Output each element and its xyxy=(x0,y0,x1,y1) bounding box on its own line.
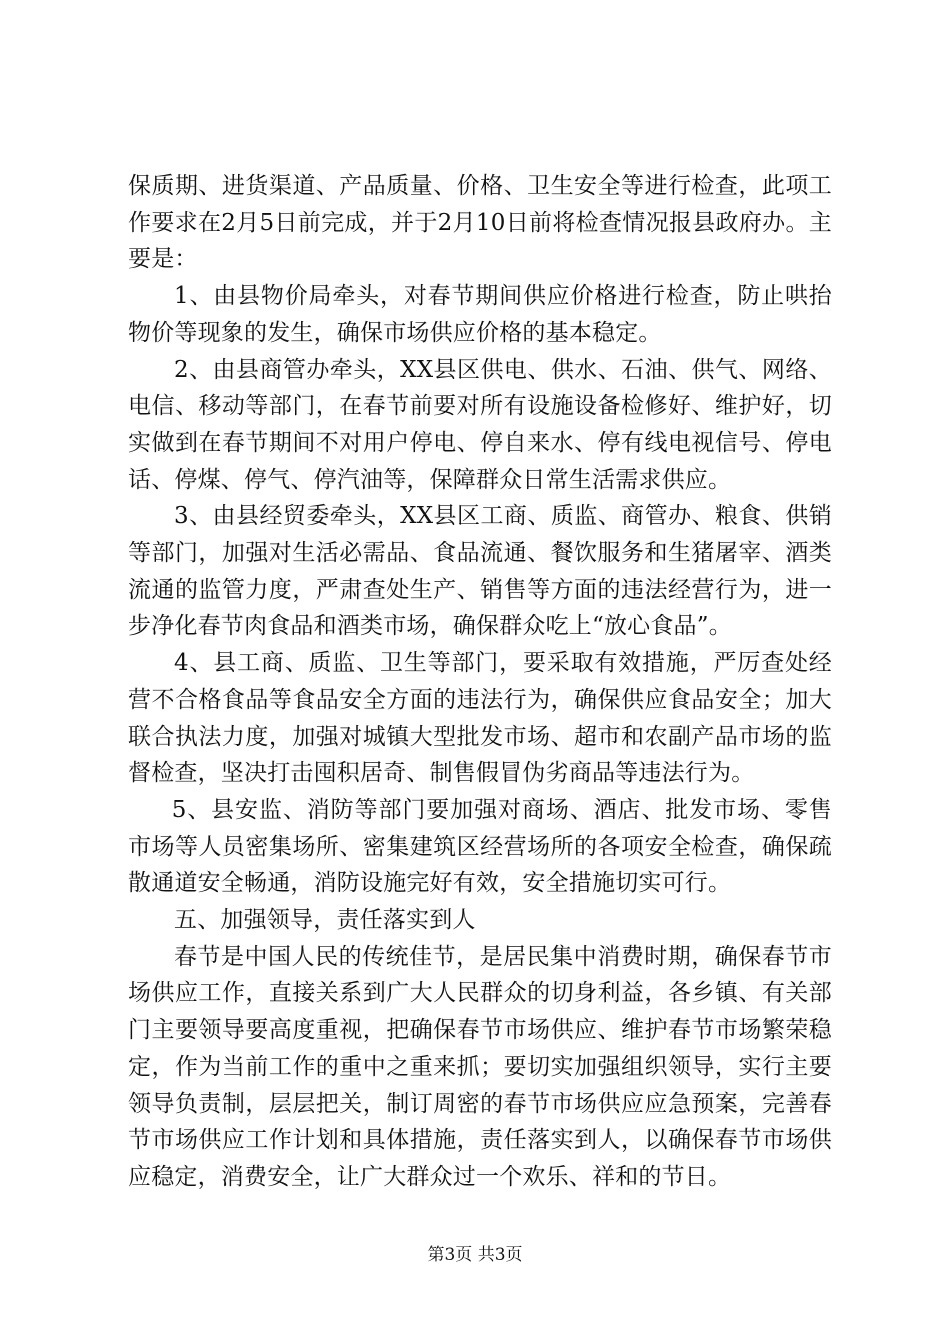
page-footer: 第3页 共3页 xyxy=(427,1245,523,1265)
paragraph-section-5-body: 春节是中国人民的传统佳节，是居民集中消费时期，确保春节市场供应工作，直接关系到广大人民群众的切身利益，各乡镇、有关部门主要领导要高度重视，把确保春节市场供应、维护春节市场繁荣稳定，作为当前工作的重中之重来抓；要切实加强组织领导，实行主要领导负责制，层层把关，制订周密的春节市场供应应急预案，完善春节市场供应工作计划和具体措施，责任落实到人，以确保春节市场供应稳定，消费安全，让广大群众过一个欢乐、祥和的节日。 xyxy=(128,943,832,1190)
paragraph-item-3: 3、由县经贸委牵头，XX县区工商、质监、商管办、粮食、供销等部门，加强对生活必需品、食品流通、餐饮服务和生猪屠宰、酒类流通的监管力度，严肃查处生产、销售等方面的违法经营行为，进一步净化春节肉食品和酒类市场，确保群众吃上“放心食品”。 xyxy=(128,503,832,640)
paragraph-item-5: 5、县安监、消防等部门要加强对商场、酒店、批发市场、零售市场等人员密集场所、密集建筑区经营场所的各项安全检查，确保疏散通道安全畅通，消防设施完好有效，安全措施切实可行。 xyxy=(128,796,832,897)
paragraph-item-2: 2、由县商管办牵头，XX县区供电、供水、石油、供气、网络、电信、移动等部门，在春节前要对所有设施设备检修好、维护好，切实做到在春节期间不对用户停电、停自来水、停有线电视信号、停电话、停煤、停气、停汽油等，保障群众日常生活需求供应。 xyxy=(128,356,832,493)
paragraph-continuation: 保质期、进货渠道、产品质量、价格、卫生安全等进行检查，此项工作要求在2月5日前完成，并于2月10日前将检查情况报县政府办。主要是： xyxy=(128,173,832,273)
paragraph-item-4: 4、县工商、质监、卫生等部门，要采取有效措施，严厉查处经营不合格食品等食品安全方面的违法行为，确保供应食品安全；加大联合执法力度，加强对城镇大型批发市场、超市和农副产品市场的监督检查，坚决打击囤积居奇、制售假冒伪劣商品等违法行为。 xyxy=(128,650,832,787)
section-heading-5: 五、加强领导，责任落实到人 xyxy=(174,907,476,934)
body-text xyxy=(128,168,832,1196)
paragraph-item-1: 1、由县物价局牵头，对春节期间供应价格进行检查，防止哄抬物价等现象的发生，确保市场供应价格的基本稳定。 xyxy=(128,283,832,346)
